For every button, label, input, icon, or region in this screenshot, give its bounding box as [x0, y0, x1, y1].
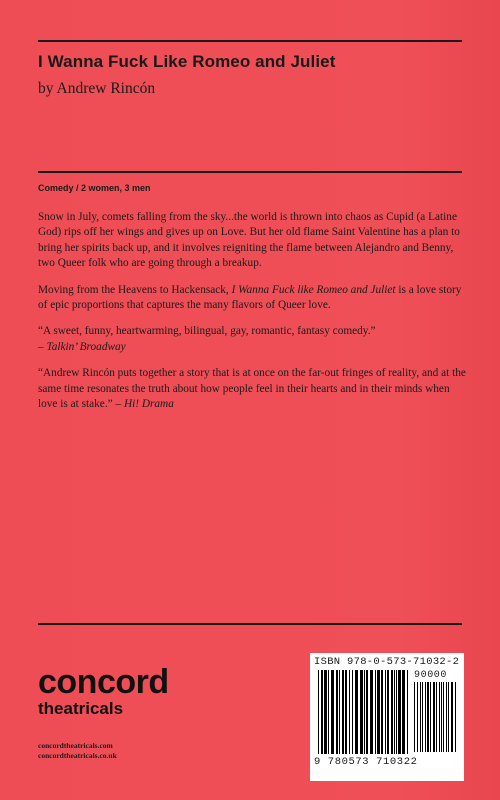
bar	[375, 670, 376, 754]
bar	[328, 670, 329, 754]
addon-digits: 90000	[414, 670, 448, 681]
bar	[422, 682, 423, 752]
quote-source: – Hi! Drama	[115, 398, 174, 411]
bar	[394, 670, 395, 754]
bar	[339, 670, 340, 754]
quote-2: “Andrew Rincón puts together a story that is at once on the far-out fringes of reality, and at the same time resonates the truth about how people feel in their hearts and in their minds when love is at stake.” – Hi! Drama	[38, 367, 466, 411]
bar	[417, 682, 418, 752]
bar	[455, 682, 456, 752]
bar	[387, 670, 389, 754]
bar	[414, 682, 415, 752]
bar	[336, 670, 338, 754]
bar	[366, 670, 368, 754]
bar	[345, 670, 347, 754]
synopsis-paragraph-1: Snow in July, comets falling from the sky...the world is thrown into chaos as Cupid (a Latine God) rips off her wings and gives up on Love. But her old flame Saint Valentine has a plan to bring her spirits back up, and it involves reigniting the flame between Alejandro and Benny, two Queer folk who are going through a breakup.	[38, 211, 460, 270]
bar	[448, 682, 449, 752]
synopsis-paragraph-2: Moving from the Heavens to Hackensack, I Wanna Fuck like Romeo and Juliet is a love story of epic proportions that captures the many flavors of Queer love.	[38, 283, 462, 312]
bar	[441, 682, 442, 752]
bar	[349, 670, 350, 754]
book-title: I Wanna Fuck Like Romeo and Juliet	[38, 52, 336, 71]
genre-cast: Comedy / 2 women, 3 men	[38, 183, 151, 193]
publisher-urls	[38, 741, 117, 761]
isbn-barcode	[310, 653, 464, 781]
bar	[425, 682, 426, 752]
bar	[446, 682, 447, 752]
top-rule	[38, 40, 462, 42]
bar	[342, 670, 344, 754]
publisher-logo: concord theatricals	[38, 663, 169, 718]
bar	[352, 670, 353, 754]
bar	[331, 670, 334, 754]
bar	[443, 682, 444, 752]
bar	[370, 670, 373, 754]
quote-1: “A sweet, funny, heartwarming, bilingual, gay, romantic, fantasy comedy.” – Talkin’ Broadway	[38, 325, 376, 353]
bar	[420, 682, 421, 752]
bar	[360, 670, 363, 754]
bar	[391, 670, 393, 754]
ean-digits: 9 780573 710322	[314, 756, 418, 768]
bar	[433, 682, 435, 752]
title-italic: I Wanna Fuck like Romeo and Juliet	[231, 283, 396, 296]
addon-bars	[414, 682, 458, 752]
bar	[439, 682, 440, 752]
bar	[381, 670, 383, 754]
bar	[430, 682, 431, 752]
bar	[364, 670, 365, 754]
url-com: concordtheatricals.com	[38, 741, 113, 750]
barcode-bars	[318, 670, 410, 760]
bar	[318, 670, 319, 754]
author-line: by Andrew Rincón	[38, 80, 156, 97]
bar	[407, 670, 408, 754]
bar	[377, 670, 380, 754]
bar	[398, 670, 401, 754]
bar	[385, 670, 386, 754]
bar	[451, 682, 453, 752]
middle-rule	[38, 171, 462, 173]
bar	[396, 670, 397, 754]
bar	[321, 670, 323, 754]
bar	[355, 670, 358, 754]
bar	[324, 670, 327, 754]
url-uk: concordtheatricals.co.uk	[38, 751, 117, 760]
bottom-rule	[38, 623, 462, 625]
bar	[402, 670, 405, 754]
quote-source: – Talkin’ Broadway	[38, 340, 126, 353]
bar	[427, 682, 429, 752]
bar	[436, 682, 437, 752]
synopsis	[38, 210, 466, 423]
isbn-text: ISBN 978-0-573-71032-2	[314, 656, 460, 668]
